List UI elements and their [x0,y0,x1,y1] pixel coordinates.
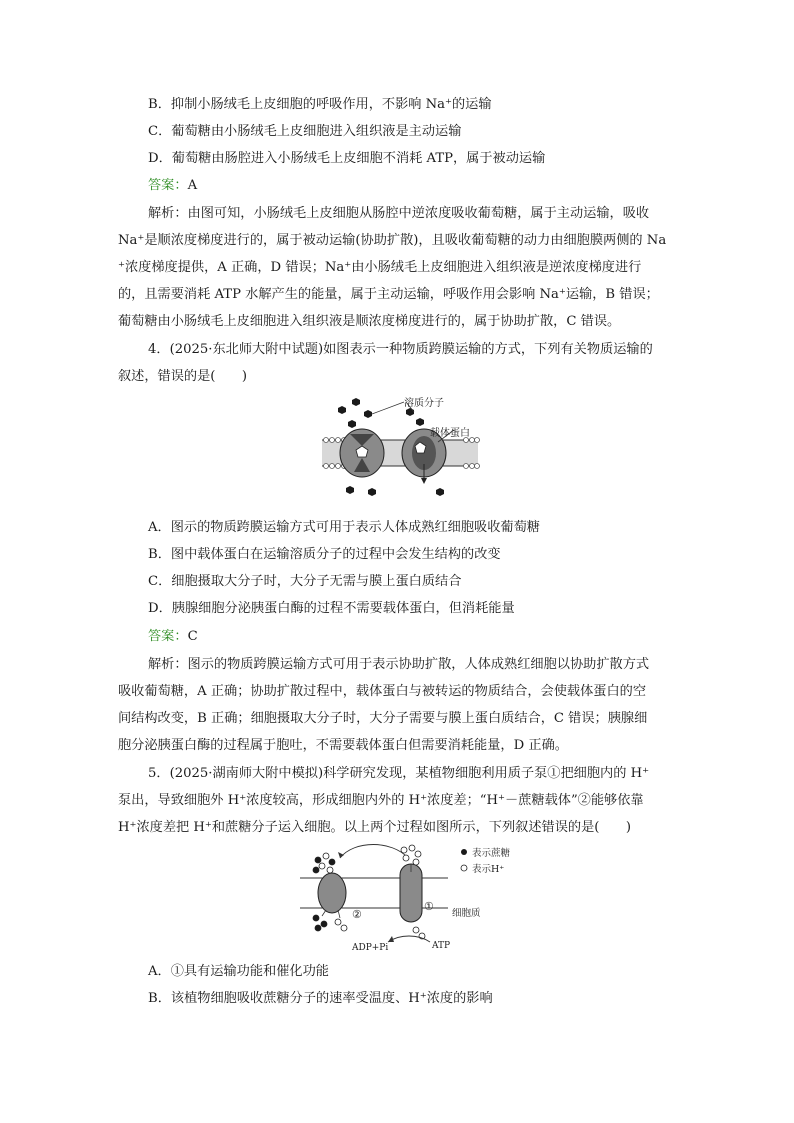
q5-stem-line-3: H⁺浓度差把 H⁺和蔗糖分子运入细胞。以上两个过程如图所示，下列叙述错误的是( ) [118,820,631,835]
q5-option-a: A．①具有运输功能和催化功能 [148,964,329,979]
legend-sucrose-dot [461,849,467,855]
answer-value: C [187,629,198,644]
q4-option-d: D．胰腺细胞分泌胰蛋白酶的过程不需要载体蛋白，但消耗能量 [148,601,515,616]
carrier-protein-open [340,429,384,477]
q3-analysis-line-5: 葡萄糖由小肠绒毛上皮细胞进入组织液是顺浓度梯度进行的，属于协助扩散，C 错误。 [118,314,621,329]
legend-h-label: 表示H⁺ [472,864,505,875]
q4-analysis-line-2: 吸收葡萄糖，A 正确；协助扩散过程中，载体蛋白与被转运的物质结合，会使载体蛋白的空 [118,684,647,699]
label-atp: ATP [432,941,451,951]
q4-analysis-line-3: 间结构改变，B 正确；细胞摄取大分子时，大分子需要与膜上蛋白质结合，C 错误；胰腺细 [118,711,648,726]
answer-value: A [187,178,198,193]
legend-h-dot [461,865,467,871]
label-number-1: ① [424,900,434,913]
q5-stem-line-2: 泵出，导致细胞外 H⁺浓度较高，形成细胞内外的 H⁺浓度差；“H⁺－蔗糖载体”②能够依靠 [118,793,644,808]
q4-analysis-line-4: 胞分泌胰蛋白酶的过程属于胞吐，不需要载体蛋白但需要消耗能量，D 正确。 [118,738,568,753]
q3-option-c: C．葡萄糖由小肠绒毛上皮细胞进入组织液是主动运输 [148,124,462,139]
carrier-protein-diagram [320,394,480,504]
proton-pump [400,864,422,922]
label-adp-pi: ADP+Pi [352,943,389,953]
q3-analysis-line-1: 解析：由图可知，小肠绒毛上皮细胞从肠腔中逆浓度吸收葡萄糖，属于主动运输，吸收 [148,206,650,221]
label-solute-molecule: 溶质分子 [404,398,444,409]
answer-label: 答案： [148,178,188,193]
q3-option-d: D．葡萄糖由肠腔进入小肠绒毛上皮细胞不消耗 ATP，属于被动运输 [148,151,546,166]
label-cytoplasm: 细胞质 [452,908,481,919]
q4-analysis-line-1: 解析：图示的物质跨膜运输方式可用于表示协助扩散，人体成熟红细胞以协助扩散方式 [148,657,650,672]
label-number-2: ② [352,908,362,921]
label-carrier-protein: 载体蛋白 [430,428,470,439]
q4-stem-line-2: 叙述，错误的是( ) [118,369,247,384]
q4-option-c: C．细胞摄取大分子时，大分子无需与膜上蛋白质结合 [148,574,462,589]
q3-analysis-line-4: 的，且需要消耗 ATP 水解产生的能量，属于主动运输，呼吸作用会影响 Na⁺运输，B 错误； [118,287,659,302]
q4-option-b: B．图中载体蛋白在运输溶质分子的过程中会发生结构的改变 [148,547,501,562]
q5-stem-line-1: 5．(2025·湖南师大附中模拟)科学研究发现，某植物细胞利用质子泵①把细胞内的 H⁺ [148,766,650,781]
q3-analysis-line-3: ⁺浓度梯度提供，A 正确，D 错误；Na⁺由小肠绒毛上皮细胞进入组织液是逆浓度梯度进行 [118,260,642,275]
q4-stem-line-1: 4．(2025·东北师大附中试题)如图表示一种物质跨膜运输的方式，下列有关物质运输的 [148,342,653,357]
q3-analysis-line-2: Na⁺是顺浓度梯度进行的，属于被动运输(协助扩散)，且吸收葡萄糖的动力由细胞膜两侧的 Na [118,233,667,248]
q4-answer [148,627,198,647]
proton-pump-diagram [296,842,532,954]
q5-option-b: B．该植物细胞吸收蔗糖分子的速率受温度、H⁺浓度的影响 [148,991,493,1006]
legend-sucrose-label: 表示蔗糖 [472,848,511,859]
q4-option-a: A．图示的物质跨膜运输方式可用于表示人体成熟红细胞吸收葡萄糖 [148,520,540,535]
q3-answer [148,176,197,196]
q3-option-b: B．抑制小肠绒毛上皮细胞的呼吸作用，不影响 Na⁺的运输 [148,97,492,112]
answer-label: 答案： [148,629,188,644]
legend [461,847,511,875]
h-sucrose-carrier [318,873,346,913]
